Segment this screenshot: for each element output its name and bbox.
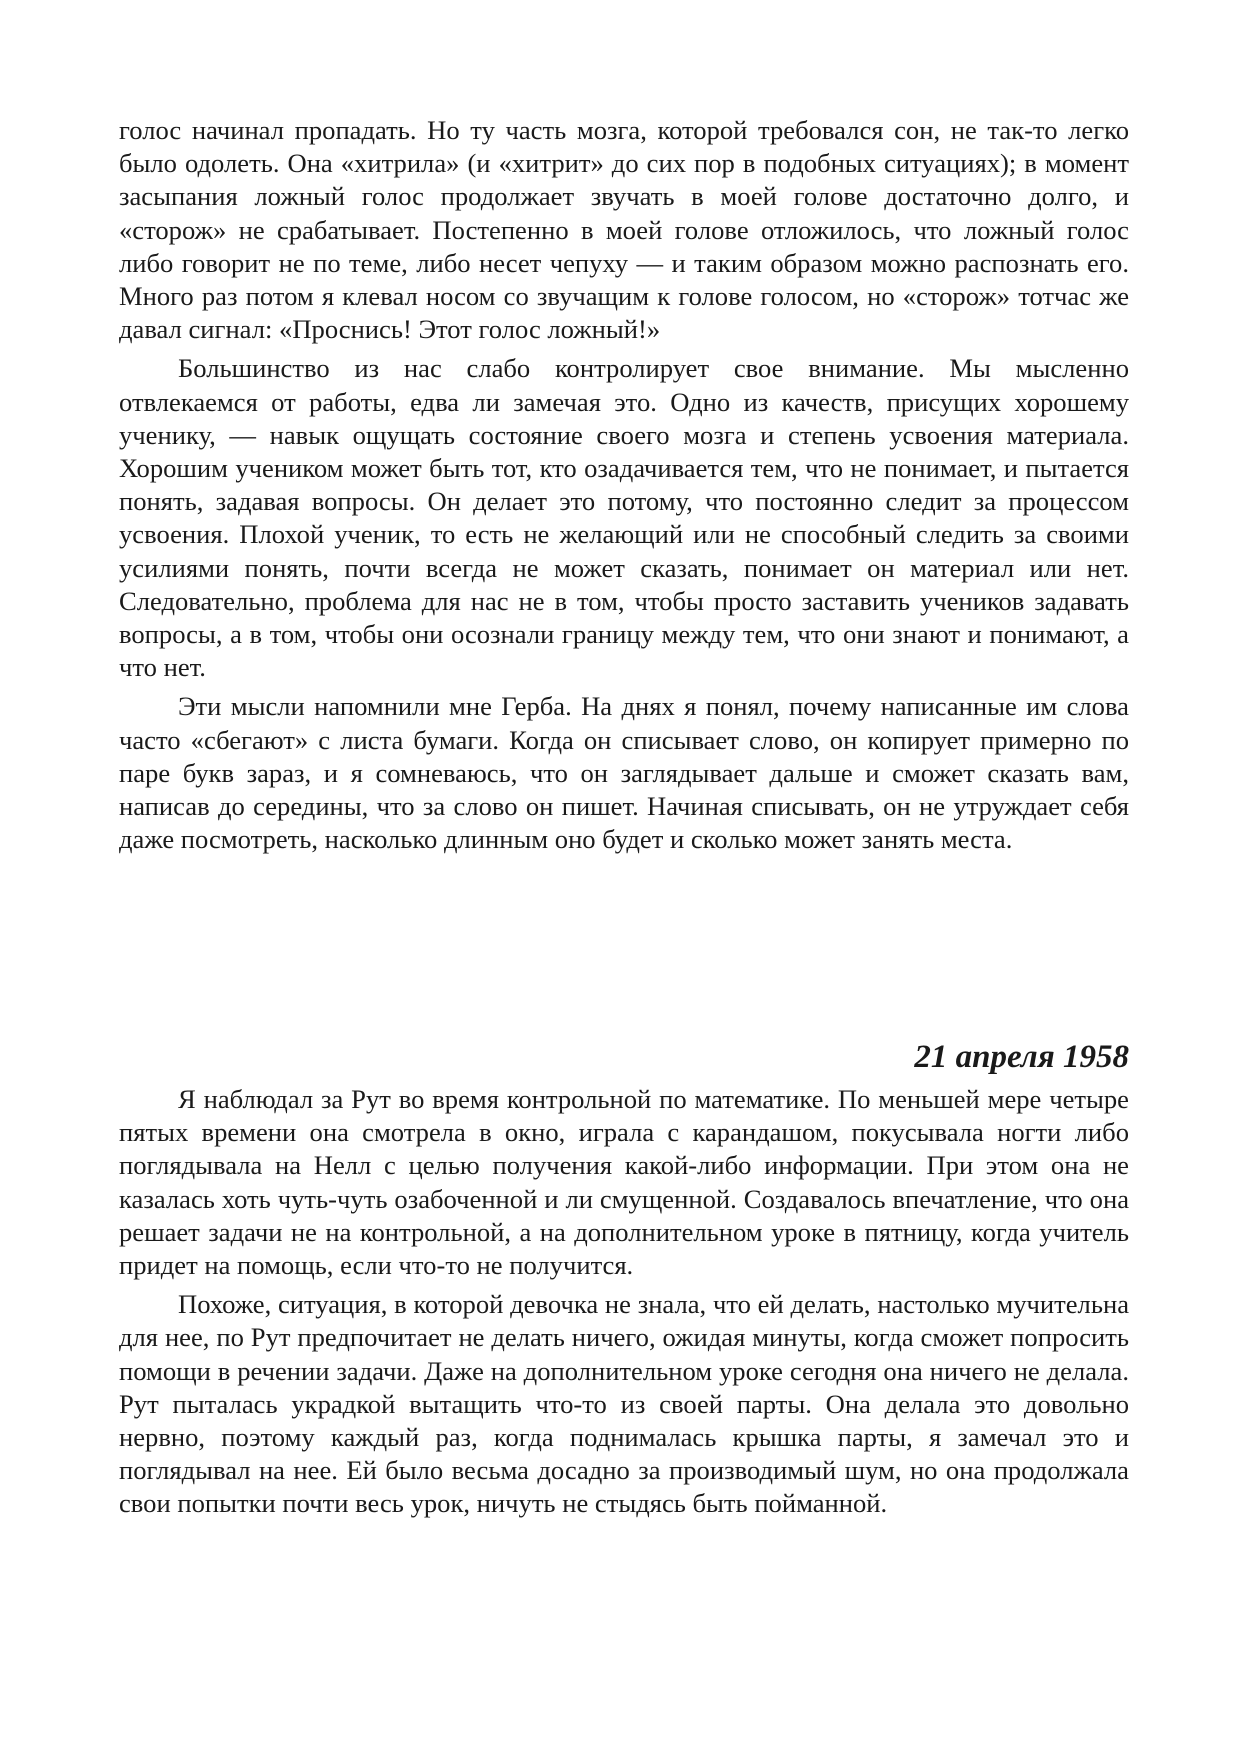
paragraph-continuation: голос начинал пропадать. Но ту часть мозга, которой требовался сон, не так-то легко было одолеть. Она «хитрила» (и «хитрит» до сих пор в подобных ситуациях); в момент засыпания ложный голос продолжает звучать в моей голове достаточно долго, и «сторож» не срабатывает. Постепенно в моей голове отложилось, что ложный голос либо говорит не по теме, либо несет чепуху — и таким образом можно распознать его. Много раз потом я клевал носом со звучащим к голове голосом, но «сторож» тотчас же давал сигнал: «Проснись! Этот голос ложный!» [119, 115, 1129, 345]
paragraph-ruth-desk: Похоже, ситуация, в которой девочка не знала, что ей делать, настолько мучительна для нее, по Рут предпочитает не делать ничего, ожидая минуты, когда сможет попросить помощи в речении задачи. Даже на дополнительном уроке сегодня она ничего не делала. Рут пыталась украдкой вытащить что-то из своей парты. Она делала это довольно нервно, поэтому каждый раз, когда поднималась крышка парты, я замечал это и поглядывал на нее. Ей было весьма досадно за производимый шум, но она продолжала свои попытки почти весь урок, ничуть не стыдясь быть пойманной. [119, 1289, 1129, 1519]
paragraph-ruth-test: Я наблюдал за Рут во время контрольной по математике. По меньшей мере четыре пятых времени она смотрела в окно, играла с карандашом, покусывала ногти либо поглядывала на Нелл с целью получения какой-либо информации. При этом она не казалась хоть чуть-чуть озабоченной и ли смущенной. Создавалось впечатление, что она решает задачи не на контрольной, а на дополнительном уроке в пятницу, когда учитель придет на помощь, если что-то не получится. [119, 1084, 1129, 1281]
paragraph-herb: Эти мысли напомнили мне Герба. На днях я понял, почему написанные им слова часто «сбегают» с листа бумаги. Когда он списывает слово, он копирует примерно по паре букв зараз, и я сомневаюсь, что он заглядывает дальше и сможет сказать вам, написав до середины, что за слово он пишет. Начиная списывать, он не утруждает себя даже посмотреть, насколько длинным оно будет и сколько может занять места. [119, 691, 1129, 855]
document-page [119, 114, 1129, 856]
paragraph-attention: Большинство из нас слабо контролирует свое внимание. Мы мысленно отвлекаемся от работы, едва ли замечая это. Одно из качеств, присущих хорошему ученику, — навык ощущать состояние своего мозга и степень усвоения материала. Хорошим учеником может быть тот, кто озадачивается тем, что не понимает, и пытается понять, задавая вопросы. Он делает это потому, что постоянно следит за процессом усвоения. Плохой ученик, то есть не желающий или не способный следить за своими усилиями понять, почти всегда не может сказать, понимает он материал или нет. Следовательно, проблема для нас не в том, чтобы просто заставить учеников задавать вопросы, а в том, чтобы они осознали границу между тем, что они знают и понимают, а что нет. [119, 353, 1129, 683]
entry-date-heading: 21 апреля 1958 [914, 1039, 1129, 1075]
diary-entry-section [119, 1037, 1129, 1521]
